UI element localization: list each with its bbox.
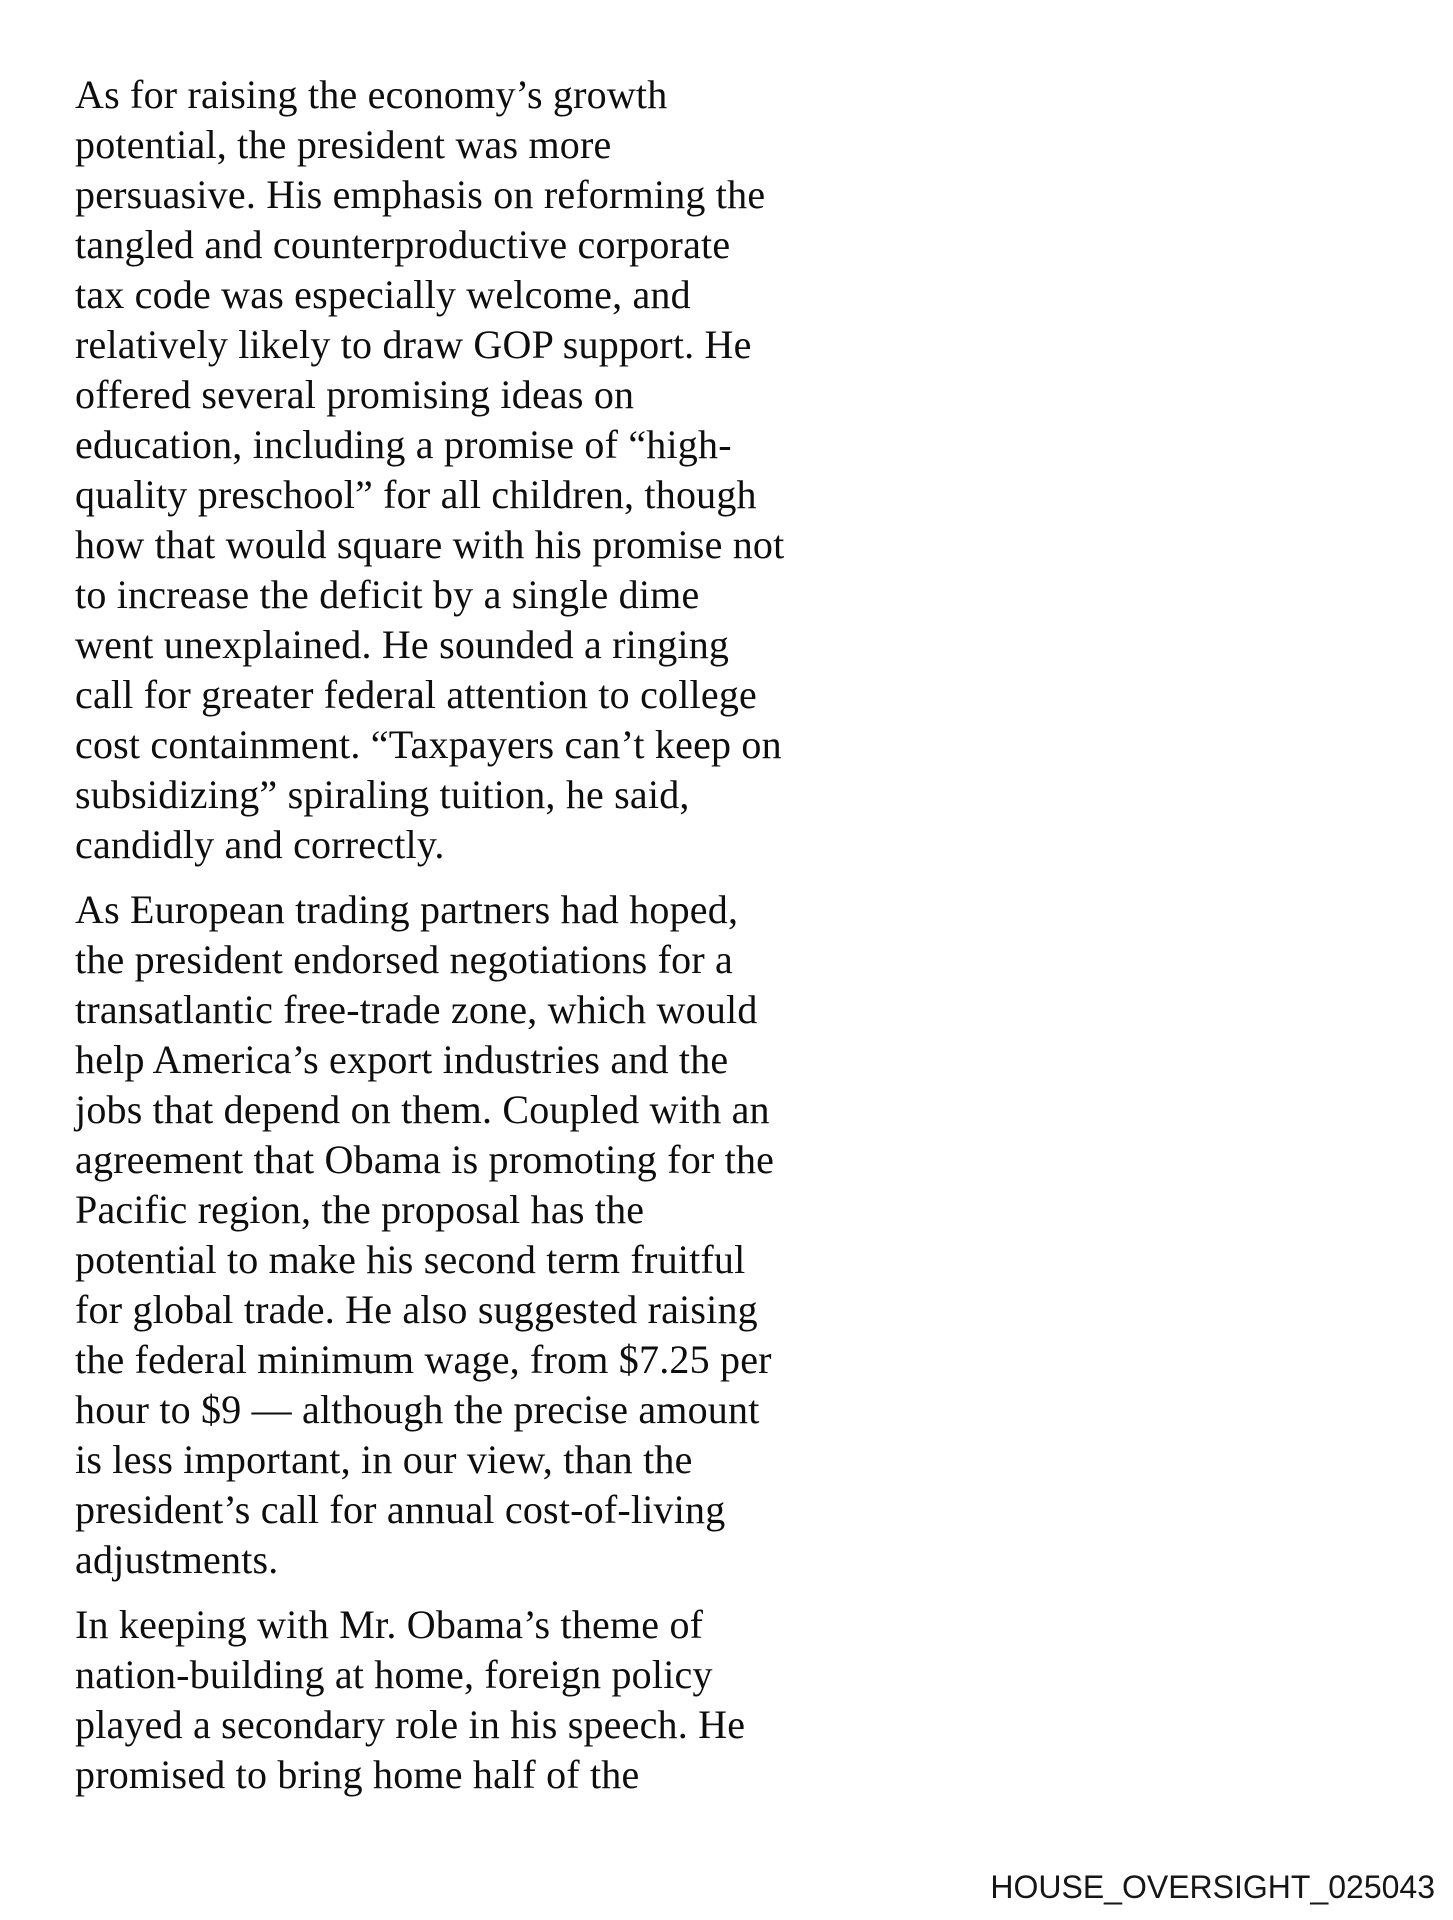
- text-line: nation-building at home, foreign policy: [75, 1652, 713, 1697]
- text-line: subsidizing” spiraling tuition, he said,: [75, 772, 690, 817]
- text-line: potential to make his second term fruitful: [75, 1237, 746, 1282]
- paragraph: [75, 885, 775, 1585]
- text-line: how that would square with his promise not: [75, 522, 785, 567]
- text-line: persuasive. His emphasis on reforming the: [75, 172, 766, 217]
- text-line: went unexplained. He sounded a ringing: [75, 622, 730, 667]
- text-line: transatlantic free-trade zone, which would: [75, 987, 758, 1032]
- text-line: cost containment. “Taxpayers can’t keep on: [75, 722, 782, 767]
- text-line: education, including a promise of “high-: [75, 422, 732, 467]
- text-line: is less important, in our view, than the: [75, 1437, 693, 1482]
- text-line: the president endorsed negotiations for a: [75, 937, 734, 982]
- text-line: offered several promising ideas on: [75, 372, 635, 417]
- text-line: for global trade. He also suggested raising: [75, 1287, 758, 1332]
- paragraph: [75, 1600, 746, 1800]
- text-line: adjustments.: [75, 1537, 279, 1582]
- text-line: jobs that depend on them. Coupled with an: [75, 1087, 770, 1132]
- text-line: quality preschool” for all children, though: [75, 472, 757, 517]
- text-line: call for greater federal attention to college: [75, 672, 757, 717]
- text-line: Pacific region, the proposal has the: [75, 1187, 645, 1232]
- text-line: agreement that Obama is promoting for the: [75, 1137, 775, 1182]
- text-line: help America’s export industries and the: [75, 1037, 729, 1082]
- text-line: relatively likely to draw GOP support. He: [75, 322, 752, 367]
- bates-number: HOUSE_OVERSIGHT_025043: [990, 1869, 1435, 1905]
- text-line: candidly and correctly.: [75, 822, 445, 867]
- text-line: the federal minimum wage, from $7.25 per: [75, 1337, 772, 1382]
- text-line: promised to bring home half of the: [75, 1752, 640, 1797]
- text-line: played a secondary role in his speech. He: [75, 1702, 746, 1747]
- text-line: tangled and counterproductive corporate: [75, 222, 731, 267]
- text-line: As European trading partners had hoped,: [75, 887, 739, 932]
- document-text-column: [75, 70, 785, 1815]
- text-line: to increase the deficit by a single dime: [75, 572, 700, 617]
- text-line: president’s call for annual cost-of-living: [75, 1487, 726, 1532]
- text-line: tax code was especially welcome, and: [75, 272, 691, 317]
- text-line: In keeping with Mr. Obama’s theme of: [75, 1602, 704, 1647]
- text-line: As for raising the economy’s growth: [75, 72, 668, 117]
- text-line: hour to $9 — although the precise amount: [75, 1387, 760, 1432]
- paragraph: [75, 70, 785, 870]
- text-line: potential, the president was more: [75, 122, 612, 167]
